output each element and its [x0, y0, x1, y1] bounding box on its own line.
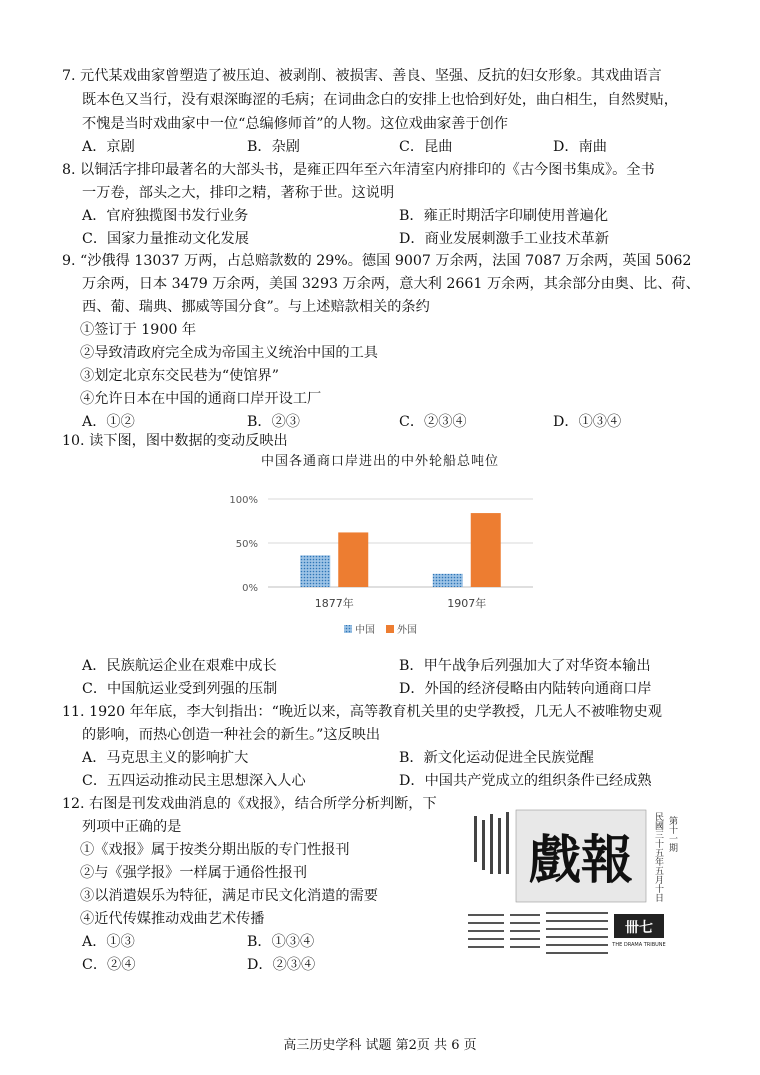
q7-option-c: C．昆曲: [399, 139, 453, 155]
q9-stem-line-1: 9. “沙俄得 13037 万两，占总赔款数的 29%。德国 9007 万余两，法国 7087 万余两，英国 5062: [62, 253, 692, 269]
q11-stem-line-2: 的影响，而热心创造一种社会的新生。”这反映出: [82, 727, 381, 743]
q9-item-3: ③划定北京东交民巷为“使馆界”: [80, 368, 279, 384]
chart-y-ticks: [229, 495, 258, 594]
chart-bars: [300, 513, 501, 587]
q8-option-a: A．官府独揽图书发行业务: [82, 208, 249, 224]
q12-item-3: ③以消遣娱乐为特征，满足市民文化消遣的需要: [80, 888, 378, 904]
q12-stem-line-2: 列项中正确的是: [82, 819, 182, 835]
q9-item-4: ④允许日本在中国的通商口岸开设工厂: [80, 391, 322, 407]
y-tick-label: 100%: [229, 495, 258, 506]
q9-option-a: A．①②: [82, 414, 135, 430]
x-tick-label: 1877年: [314, 597, 354, 610]
q8-stem-line-1: 8. 以铜活字排印最著名的大部头书，是雍正四年至六年清室内府排印的《古今图书集成》。全书: [62, 162, 655, 178]
q11-option-c: C．五四运动推动民主思想深入人心: [82, 773, 306, 789]
q8-stem-line-2: 一万卷，部头之大，排印之精，著称于世。这说明: [82, 185, 395, 201]
page-footer: 高三历史学科 试题 第2页 共 6 页: [283, 1038, 477, 1053]
bar-foreign-1: [471, 513, 501, 587]
bar-china-0: [300, 555, 330, 587]
q10-option-d: D．外国的经济侵略由内陆转向通商口岸: [399, 681, 652, 697]
q12-option-d: D．②③④: [247, 957, 316, 973]
newspaper-image: [464, 806, 686, 964]
q8-option-d: D．商业发展刺激手工业技术革新: [399, 231, 610, 247]
legend-label: 中国: [355, 625, 375, 636]
q12-option-c: C．②④: [82, 957, 136, 973]
q12-option-b: B．①③④: [247, 934, 315, 950]
q12-item-2: ②与《强学报》一样属于通俗性报刊: [80, 865, 308, 881]
q7-stem-line-3: 不愧是当时戏曲家中一位“总编修师首”的人物。这位戏曲家善于创作: [82, 116, 508, 132]
q9-stem-line-3: 西、葡、瑞典、挪威等国分食”。与上述赔款相关的条约: [82, 299, 430, 315]
newspaper-masthead: 戲報: [528, 831, 634, 891]
q8-option-c: C．国家力量推动文化发展: [82, 231, 249, 247]
newspaper-stamp: 卌七: [625, 920, 653, 936]
q9-option-b: B．②③: [247, 414, 300, 430]
q12-item-4: ④近代传媒推动戏曲艺术传播: [80, 911, 265, 927]
legend-swatch: [344, 625, 352, 633]
q11-option-a: A．马克思主义的影响扩大: [82, 750, 249, 766]
bar-china-1: [433, 574, 463, 587]
x-tick-label: 1907年: [447, 597, 487, 610]
bar-foreign-0: [338, 532, 368, 587]
q11-option-b: B．新文化运动促进全民族觉醒: [399, 750, 594, 766]
q10-option-c: C．中国航运业受到列强的压制: [82, 681, 278, 697]
y-tick-label: 0%: [242, 583, 258, 594]
q7-stem-line-1: 7. 元代某戏曲家曾塑造了被压迫、被剥削、被损害、善良、坚强、反抗的妇女形象。其戏曲语言: [62, 68, 662, 84]
q8-option-b: B．雍正时期活字印刷使用普遍化: [399, 208, 609, 224]
q9-stem-line-2: 万余两，日本 3479 万余两，美国 3293 万余两，意大利 2661 万余两，其余部分由奥、比、荷、: [82, 276, 700, 292]
chart-legend: [344, 623, 417, 636]
legend-swatch: [386, 625, 394, 633]
q12-item-1: ①《戏报》属于按类分期出版的专门性报刊: [80, 842, 350, 858]
q7-option-a: A．京剧: [82, 139, 135, 155]
y-tick-label: 50%: [235, 539, 258, 550]
q7-stem-line-2: 既本色又当行，没有艰深晦涩的毛病；在词曲念白的安排上也恰到好处，曲白相生，自然熨贴，: [82, 92, 678, 108]
q9-option-d: D．①③④: [553, 414, 622, 430]
newspaper-issue: 第十一期: [667, 816, 677, 852]
q12-option-a: A．①③: [82, 934, 135, 950]
q7-option-d: D．南曲: [553, 139, 607, 155]
newspaper-stamp-caption: THE DRAMA TRIBUNE: [612, 942, 666, 948]
q11-option-d: D．中国共产党成立的组织条件已经成熟: [399, 773, 652, 789]
q10-stem: 10. 读下图，图中数据的变动反映出: [62, 433, 288, 449]
chart-title: 中国各通商口岸进出的中外轮船总吨位: [260, 454, 499, 469]
q12-stem-line-1: 12. 右图是刊发戏曲消息的《戏报》，结合所学分析判断，下: [62, 796, 437, 812]
q9-item-2: ②导致清政府完全成为帝国主义统治中国的工具: [80, 345, 378, 361]
newspaper-date: 民國三十五年五月十日: [653, 812, 663, 902]
q10-option-a: A．民族航运企业在艰难中成长: [82, 658, 277, 674]
q7-option-b: B．杂剧: [247, 139, 300, 155]
chart-x-ticks: [315, 596, 487, 610]
q11-stem-line-1: 11. 1920 年年底，李大钊指出：“晚近以来，高等教育机关里的史学教授，几无人不被唯物史观: [62, 704, 662, 720]
q9-item-1: ①签订于 1900 年: [80, 322, 197, 338]
legend-label: 外国: [397, 625, 417, 636]
q10-option-b: B．甲午战争后列强加大了对华资本输出: [399, 658, 651, 674]
q9-option-c: C．②③④: [399, 414, 467, 430]
